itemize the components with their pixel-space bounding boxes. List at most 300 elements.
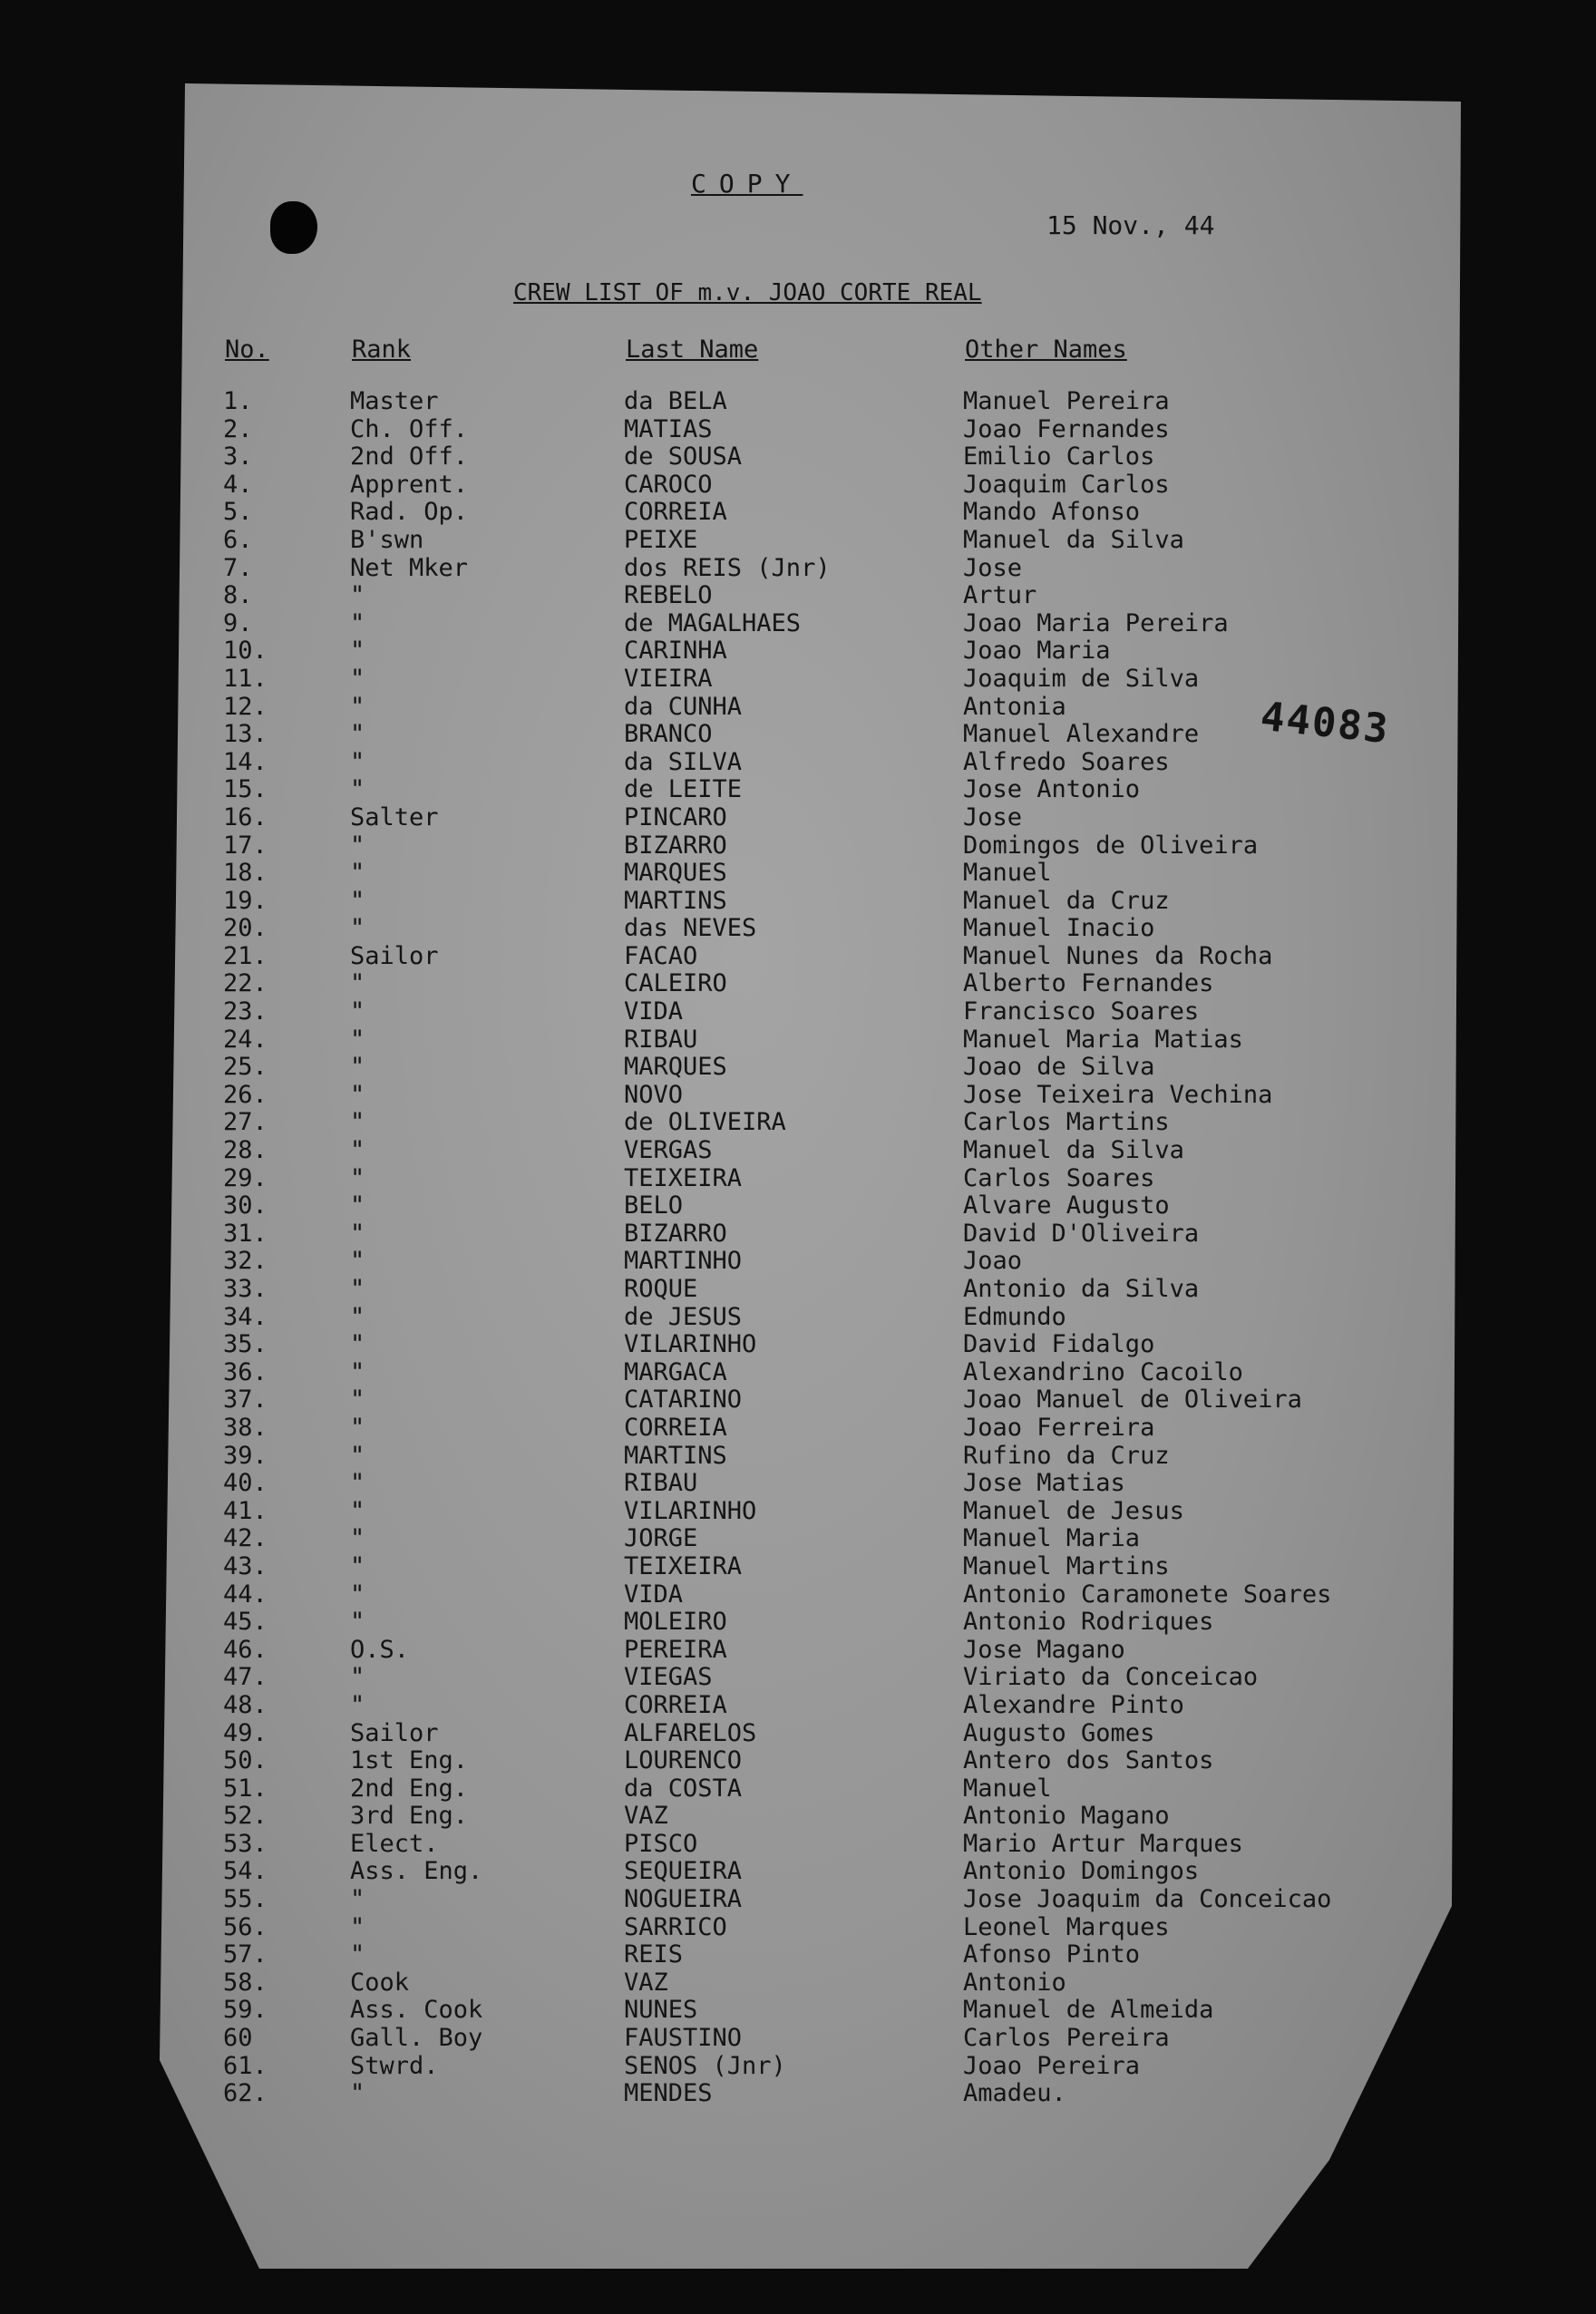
crew-no: 32. <box>223 1247 268 1276</box>
crew-other-names: Edmundo <box>963 1302 1066 1331</box>
crew-no: 6. <box>223 525 253 554</box>
crew-other-names: Joao Fernandes <box>963 414 1170 443</box>
crew-rank: 1st Eng. <box>350 1746 469 1775</box>
crew-row <box>0 860 1596 888</box>
crew-rank: " <box>350 581 365 610</box>
crew-other-names: Manuel Nunes da Rocha <box>963 941 1273 970</box>
crew-last-name: RIBAU <box>624 1025 698 1054</box>
crew-row <box>0 888 1596 916</box>
crew-last-name: VAZ <box>624 1968 668 1997</box>
crew-last-name: BIZARRO <box>624 1219 727 1248</box>
crew-other-names: Antonio Domingos <box>963 1857 1200 1886</box>
crew-no: 5. <box>223 498 253 527</box>
crew-other-names: Manuel Maria <box>963 1524 1141 1553</box>
crew-other-names: Rufino da Cruz <box>963 1441 1170 1470</box>
crew-other-names: Manuel <box>963 859 1052 888</box>
crew-last-name: de OLIVEIRA <box>624 1108 786 1137</box>
crew-rank: " <box>350 1413 365 1442</box>
crew-row <box>0 1609 1596 1637</box>
crew-last-name: MOLEIRO <box>624 1608 727 1637</box>
crew-no: 16. <box>223 802 268 831</box>
crew-last-name: VILARINHO <box>624 1496 757 1525</box>
crew-last-name: de SOUSA <box>624 442 743 472</box>
crew-other-names: Carlos Pereira <box>963 2024 1170 2053</box>
crew-other-names: Mando Afonso <box>963 498 1141 527</box>
crew-other-names: Antonio Caramonete Soares <box>963 1580 1332 1609</box>
crew-rank: Master <box>350 387 439 415</box>
crew-other-names: Mario Artur Marques <box>963 1829 1243 1858</box>
crew-rank: " <box>350 608 365 637</box>
crew-last-name: MATIAS <box>624 414 713 443</box>
crew-row <box>0 1969 1596 1998</box>
crew-row <box>0 527 1596 555</box>
document-title: CREW LIST OF m.v. JOAO CORTE REAL <box>513 279 982 306</box>
crew-row <box>0 721 1596 749</box>
crew-last-name: VAZ <box>624 1802 668 1831</box>
crew-no: 42. <box>223 1524 268 1553</box>
crew-no: 55. <box>223 1885 268 1914</box>
crew-no: 22. <box>223 969 268 998</box>
crew-no: 19. <box>223 886 268 915</box>
crew-other-names: Joao Maria <box>963 637 1111 666</box>
crew-no: 14. <box>223 747 268 776</box>
crew-other-names: Joao Ferreira <box>963 1413 1155 1442</box>
crew-other-names: Jose Magano <box>963 1635 1125 1664</box>
crew-other-names: Antonio <box>963 1968 1066 1997</box>
crew-rank: " <box>350 1191 365 1220</box>
crew-last-name: NOGUEIRA <box>624 1885 743 1914</box>
crew-no: 59. <box>223 1996 268 2025</box>
crew-row <box>0 970 1596 998</box>
crew-last-name: MENDES <box>624 2079 713 2108</box>
crew-no: 53. <box>223 1829 268 1858</box>
crew-row <box>0 666 1596 694</box>
crew-rank: " <box>350 914 365 943</box>
crew-row <box>0 1637 1596 1665</box>
crew-row <box>0 1831 1596 1859</box>
crew-rank: 2nd Eng. <box>350 1774 469 1803</box>
crew-last-name: MARTINS <box>624 886 727 915</box>
crew-row <box>0 1692 1596 1720</box>
crew-other-names: Antonio Magano <box>963 1802 1170 1831</box>
crew-last-name: de JESUS <box>624 1302 743 1331</box>
crew-no: 29. <box>223 1163 268 1192</box>
crew-last-name: CATARINO <box>624 1385 743 1415</box>
crew-no: 37. <box>223 1385 268 1415</box>
crew-row <box>0 2025 1596 2053</box>
crew-last-name: da COSTA <box>624 1774 743 1803</box>
crew-other-names: David D'Oliveira <box>963 1219 1200 1248</box>
crew-row <box>0 1997 1596 2025</box>
crew-other-names: Afonso Pinto <box>963 1940 1141 1969</box>
crew-rank: Apprent. <box>350 470 469 499</box>
crew-rank: " <box>350 775 365 804</box>
crew-row <box>0 1581 1596 1609</box>
crew-rank: Net Mker <box>350 553 469 582</box>
crew-no: 56. <box>223 1912 268 1941</box>
crew-last-name: BIZARRO <box>624 831 727 860</box>
crew-last-name: MARQUES <box>624 1053 727 1082</box>
crew-no: 54. <box>223 1857 268 1886</box>
crew-row <box>0 1026 1596 1055</box>
crew-row <box>0 1054 1596 1082</box>
crew-no: 24. <box>223 1025 268 1054</box>
crew-last-name: NOVO <box>624 1080 684 1109</box>
crew-last-name: RIBAU <box>624 1469 698 1498</box>
crew-other-names: Antonia <box>963 692 1066 721</box>
crew-rank: " <box>350 997 365 1026</box>
crew-last-name: MARGACA <box>624 1357 727 1386</box>
crew-row <box>0 1276 1596 1304</box>
crew-last-name: VIDA <box>624 1580 684 1609</box>
crew-row <box>0 1470 1596 1498</box>
crew-row <box>0 915 1596 943</box>
crew-row <box>0 1415 1596 1443</box>
crew-last-name: REIS <box>624 1940 684 1969</box>
crew-no: 1. <box>223 387 253 415</box>
crew-no: 45. <box>223 1608 268 1637</box>
crew-rank: " <box>350 1136 365 1165</box>
crew-rank: " <box>350 1275 365 1303</box>
crew-row <box>0 1941 1596 1969</box>
column-header-rank: Rank <box>352 335 412 364</box>
crew-rank: Rad. Op. <box>350 498 469 527</box>
crew-other-names: Jose Joaquim da Conceicao <box>963 1885 1332 1914</box>
crew-other-names: Emilio Carlos <box>963 442 1155 472</box>
crew-no: 11. <box>223 664 268 693</box>
crew-row <box>0 1803 1596 1831</box>
crew-other-names: Manuel da Silva <box>963 525 1184 554</box>
crew-row <box>0 388 1596 416</box>
crew-row <box>0 1386 1596 1415</box>
crew-no: 48. <box>223 1690 268 1719</box>
crew-rank: " <box>350 637 365 666</box>
crew-rank: " <box>350 831 365 860</box>
crew-rank: " <box>350 1219 365 1248</box>
crew-rank: " <box>350 1330 365 1359</box>
crew-last-name: FAUSTINO <box>624 2024 743 2053</box>
crew-other-names: Manuel de Jesus <box>963 1496 1184 1525</box>
crew-no: 35. <box>223 1330 268 1359</box>
crew-no: 38. <box>223 1413 268 1442</box>
crew-rank: " <box>350 886 365 915</box>
crew-no: 7. <box>223 553 253 582</box>
crew-other-names: Domingos de Oliveira <box>963 831 1259 860</box>
crew-no: 52. <box>223 1802 268 1831</box>
crew-other-names: Amadeu. <box>963 2079 1066 2108</box>
crew-rank: Cook <box>350 1968 410 1997</box>
crew-no: 17. <box>223 831 268 860</box>
crew-last-name: CORREIA <box>624 1690 727 1719</box>
document-date: 15 Nov., 44 <box>1046 210 1215 240</box>
crew-last-name: PEREIRA <box>624 1635 727 1664</box>
column-header-no: No. <box>225 335 269 364</box>
crew-no: 20. <box>223 914 268 943</box>
crew-row <box>0 832 1596 860</box>
crew-row <box>0 1359 1596 1387</box>
crew-last-name: de MAGALHAES <box>624 608 802 637</box>
crew-other-names: Manuel Maria Matias <box>963 1025 1243 1054</box>
crew-no: 27. <box>223 1108 268 1137</box>
crew-rank: " <box>350 720 365 749</box>
crew-other-names: Viriato da Conceicao <box>963 1663 1259 1692</box>
crew-last-name: VIDA <box>624 997 684 1026</box>
crew-last-name: PISCO <box>624 1829 698 1858</box>
crew-rank: 3rd Eng. <box>350 1802 469 1831</box>
crew-rank: " <box>350 1053 365 1082</box>
crew-row <box>0 1525 1596 1553</box>
crew-row <box>0 776 1596 804</box>
crew-row <box>0 998 1596 1026</box>
crew-other-names: David Fidalgo <box>963 1330 1155 1359</box>
crew-other-names: Joao Manuel de Oliveira <box>963 1385 1302 1415</box>
crew-row <box>0 499 1596 527</box>
crew-last-name: SEQUEIRA <box>624 1857 743 1886</box>
stamp-number: 44083 <box>1258 693 1392 754</box>
crew-other-names: Manuel Pereira <box>963 387 1170 415</box>
crew-last-name: PINCARO <box>624 802 727 831</box>
crew-rank: " <box>350 1108 365 1137</box>
crew-last-name: TEIXEIRA <box>624 1551 743 1580</box>
crew-row <box>0 1720 1596 1748</box>
crew-row <box>0 1304 1596 1332</box>
crew-row <box>0 443 1596 472</box>
crew-no: 51. <box>223 1774 268 1803</box>
crew-rank: O.S. <box>350 1635 410 1664</box>
crew-no: 31. <box>223 1219 268 1248</box>
crew-other-names: Artur <box>963 581 1037 610</box>
crew-row <box>0 555 1596 583</box>
crew-rank: B'swn <box>350 525 424 554</box>
crew-rank: " <box>350 1551 365 1580</box>
crew-rank: " <box>350 1885 365 1914</box>
crew-last-name: VILARINHO <box>624 1330 757 1359</box>
crew-no: 25. <box>223 1053 268 1082</box>
crew-no: 28. <box>223 1136 268 1165</box>
crew-rank: " <box>350 1163 365 1192</box>
crew-rank: " <box>350 969 365 998</box>
crew-row <box>0 637 1596 666</box>
crew-other-names: Alexandre Pinto <box>963 1690 1184 1719</box>
crew-last-name: VIEGAS <box>624 1663 713 1692</box>
crew-rank: " <box>350 1608 365 1637</box>
crew-row <box>0 1553 1596 1581</box>
crew-row <box>0 416 1596 444</box>
crew-no: 49. <box>223 1718 268 1747</box>
crew-no: 57. <box>223 1940 268 1969</box>
crew-last-name: VERGAS <box>624 1136 713 1165</box>
copy-label: COPY <box>691 169 803 199</box>
crew-rank: " <box>350 1385 365 1415</box>
crew-rank: " <box>350 859 365 888</box>
crew-row <box>0 1331 1596 1359</box>
crew-no: 34. <box>223 1302 268 1331</box>
crew-rank: " <box>350 664 365 693</box>
crew-row <box>0 1165 1596 1193</box>
crew-no: 62. <box>223 2079 268 2108</box>
crew-row <box>0 1886 1596 1914</box>
crew-other-names: Alfredo Soares <box>963 747 1170 776</box>
crew-row <box>0 804 1596 832</box>
crew-rank: Stwrd. <box>350 2051 439 2080</box>
crew-row <box>0 1109 1596 1137</box>
crew-last-name: PEIXE <box>624 525 698 554</box>
crew-row <box>0 1137 1596 1165</box>
crew-other-names: Jose <box>963 802 1023 831</box>
crew-rank: " <box>350 1663 365 1692</box>
crew-no: 26. <box>223 1080 268 1109</box>
crew-no: 41. <box>223 1496 268 1525</box>
crew-other-names: Manuel de Almeida <box>963 1996 1214 2025</box>
crew-last-name: CARINHA <box>624 637 727 666</box>
crew-rank: " <box>350 1940 365 1969</box>
crew-last-name: BELO <box>624 1191 684 1220</box>
crew-no: 30. <box>223 1191 268 1220</box>
crew-rank: " <box>350 1025 365 1054</box>
crew-no: 61. <box>223 2051 268 2080</box>
crew-other-names: Alberto Fernandes <box>963 969 1214 998</box>
crew-row <box>0 1664 1596 1692</box>
crew-rank: Sailor <box>350 941 439 970</box>
crew-row <box>0 1220 1596 1249</box>
crew-other-names: Antonio da Silva <box>963 1275 1200 1303</box>
crew-last-name: SARRICO <box>624 1912 727 1941</box>
crew-rank: " <box>350 1912 365 1941</box>
crew-row <box>0 2053 1596 2081</box>
crew-other-names: Manuel da Silva <box>963 1136 1184 1165</box>
crew-other-names: Joao Pereira <box>963 2051 1141 2080</box>
crew-other-names: Joaquim Carlos <box>963 470 1170 499</box>
crew-rank: " <box>350 1690 365 1719</box>
crew-no: 46. <box>223 1635 268 1664</box>
crew-row <box>0 943 1596 971</box>
crew-other-names: Carlos Soares <box>963 1163 1155 1192</box>
crew-no: 58. <box>223 1968 268 1997</box>
crew-row <box>0 749 1596 777</box>
crew-last-name: REBELO <box>624 581 713 610</box>
crew-no: 23. <box>223 997 268 1026</box>
crew-last-name: LOURENCO <box>624 1746 743 1775</box>
crew-no: 4. <box>223 470 253 499</box>
crew-no: 2. <box>223 414 253 443</box>
crew-other-names: Jose Teixeira Vechina <box>963 1080 1273 1109</box>
crew-rank: " <box>350 1469 365 1498</box>
crew-other-names: Manuel Martins <box>963 1551 1170 1580</box>
crew-no: 50. <box>223 1746 268 1775</box>
crew-rank: " <box>350 1496 365 1525</box>
crew-row <box>0 1775 1596 1804</box>
crew-rank: " <box>350 1080 365 1109</box>
crew-last-name: BRANCO <box>624 720 713 749</box>
crew-row <box>0 1858 1596 1886</box>
crew-no: 13. <box>223 720 268 749</box>
crew-other-names: Antero dos Santos <box>963 1746 1214 1775</box>
crew-row <box>0 472 1596 500</box>
crew-other-names: Jose Matias <box>963 1469 1125 1498</box>
crew-rank: " <box>350 2079 365 2108</box>
crew-no: 39. <box>223 1441 268 1470</box>
crew-other-names: Jose Antonio <box>963 775 1141 804</box>
crew-rank: " <box>350 1247 365 1276</box>
crew-rank: " <box>350 1302 365 1331</box>
crew-rank: Salter <box>350 802 439 831</box>
crew-rank: Elect. <box>350 1829 439 1858</box>
crew-last-name: da CUNHA <box>624 692 743 721</box>
crew-last-name: da SILVA <box>624 747 743 776</box>
crew-other-names: Manuel <box>963 1774 1052 1803</box>
crew-rank: 2nd Off. <box>350 442 469 472</box>
crew-last-name: ALFARELOS <box>624 1718 757 1747</box>
crew-last-name: ROQUE <box>624 1275 698 1303</box>
crew-last-name: TEIXEIRA <box>624 1163 743 1192</box>
crew-row <box>0 694 1596 722</box>
crew-last-name: VIEIRA <box>624 664 713 693</box>
crew-rank: " <box>350 1524 365 1553</box>
crew-other-names: Joao de Silva <box>963 1053 1155 1082</box>
crew-row <box>0 1443 1596 1471</box>
crew-last-name: de LEITE <box>624 775 743 804</box>
crew-row <box>0 610 1596 638</box>
crew-last-name: dos REIS (Jnr) <box>624 553 831 582</box>
crew-row <box>0 1914 1596 1942</box>
crew-row <box>0 1082 1596 1110</box>
crew-last-name: NUNES <box>624 1996 698 2025</box>
crew-rank: Ass. Cook <box>350 1996 483 2025</box>
crew-no: 43. <box>223 1551 268 1580</box>
crew-last-name: MARTINHO <box>624 1247 743 1276</box>
crew-last-name: CALEIRO <box>624 969 727 998</box>
crew-no: 21. <box>223 941 268 970</box>
crew-no: 40. <box>223 1469 268 1498</box>
crew-other-names: Joao Maria Pereira <box>963 608 1229 637</box>
crew-row <box>0 1248 1596 1276</box>
crew-last-name: MARTINS <box>624 1441 727 1470</box>
crew-rank: Ass. Eng. <box>350 1857 483 1886</box>
crew-row <box>0 1192 1596 1220</box>
crew-rank: Gall. Boy <box>350 2024 483 2053</box>
crew-no: 60 <box>223 2024 253 2053</box>
crew-rank: " <box>350 1357 365 1386</box>
crew-last-name: CORREIA <box>624 498 727 527</box>
crew-no: 36. <box>223 1357 268 1386</box>
crew-no: 44. <box>223 1580 268 1609</box>
crew-last-name: MARQUES <box>624 859 727 888</box>
crew-no: 8. <box>223 581 253 610</box>
crew-rank: Sailor <box>350 1718 439 1747</box>
column-header-other-names: Other Names <box>965 335 1127 364</box>
crew-last-name: JORGE <box>624 1524 698 1553</box>
crew-row <box>0 1498 1596 1526</box>
crew-no: 9. <box>223 608 253 637</box>
crew-other-names: Joaquim de Silva <box>963 664 1200 693</box>
crew-list <box>0 388 1596 2108</box>
crew-no: 12. <box>223 692 268 721</box>
crew-no: 10. <box>223 637 268 666</box>
crew-rank: " <box>350 692 365 721</box>
crew-other-names: Jose <box>963 553 1023 582</box>
crew-no: 47. <box>223 1663 268 1692</box>
crew-other-names: Francisco Soares <box>963 997 1200 1026</box>
crew-other-names: Manuel Alexandre <box>963 720 1200 749</box>
crew-last-name: FACAO <box>624 941 698 970</box>
crew-rank: " <box>350 1441 365 1470</box>
crew-last-name: da BELA <box>624 387 727 415</box>
crew-other-names: Carlos Martins <box>963 1108 1170 1137</box>
crew-no: 33. <box>223 1275 268 1303</box>
crew-other-names: Manuel da Cruz <box>963 886 1170 915</box>
crew-no: 3. <box>223 442 253 472</box>
crew-other-names: Manuel Inacio <box>963 914 1155 943</box>
